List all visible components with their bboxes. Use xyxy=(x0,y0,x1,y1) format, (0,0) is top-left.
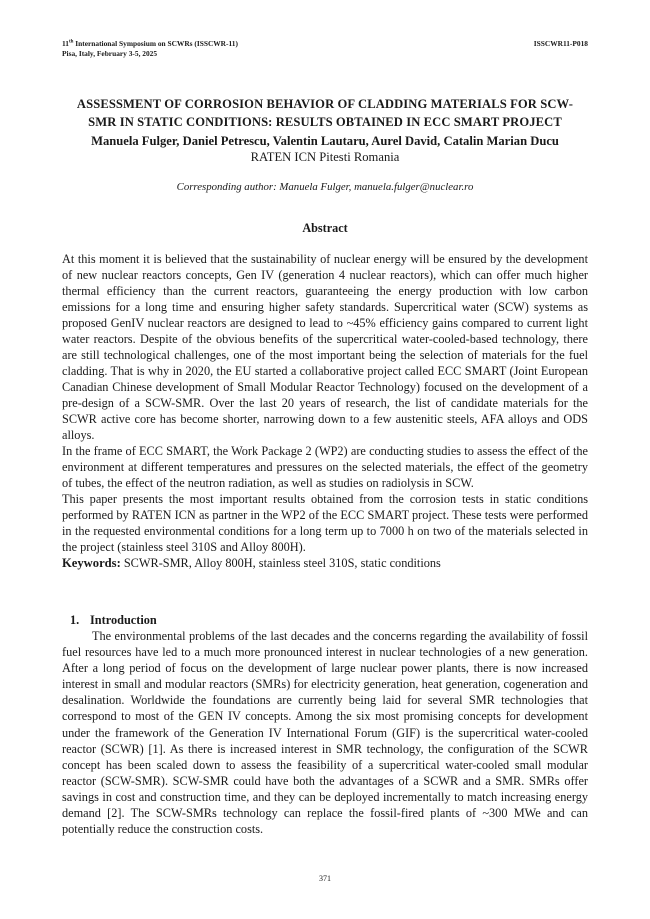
paper-title xyxy=(62,96,588,131)
introduction-body xyxy=(62,628,588,837)
keywords-text: SCWR-SMR, Alloy 800H, stainless steel 310S, static conditions xyxy=(120,556,441,570)
title-line-1: ASSESSMENT OF CORROSION BEHAVIOR OF CLADDING MATERIALS FOR SCW- xyxy=(76,97,574,111)
abstract-paragraph: At this moment it is believed that the sustainability of nuclear energy will be ensured by the development of new nuclear reactors concepts, Gen IV (generation 4 nuclear reactors), which can offer much higher thermal efficiency than the current reactors, guaranteeing the energy production with low carbon emissions for a long time and ensuring higher safety standards. Supercritical water (SCW) systems as proposed GenIV nuclear reactors are designed to lead to ~45% efficiency gains compared to current light water reactors. Despite of the obvious benefits of the supercritical water-cooled-based technology, there are still technological challenges, one of the most important being the selection of materials for the fuel cladding. That is why in 2020, the EU started a collaborative project called ECC SMART (Joint European Canadian Chinese development of Small Modular Reactor Technology) focused on the development of a pre-design of a SCW-SMR. Over the last 20 years of research, the list of candidate materials for the SCWR active core has become shorter, narrowing down to a few austenitic steels, AFA alloys and ODS alloys. xyxy=(62,252,588,442)
section-title: Introduction xyxy=(90,613,157,627)
page-number: 371 xyxy=(319,874,331,883)
abstract-body xyxy=(62,251,588,555)
paper-id: ISSCWR11-P018 xyxy=(533,39,588,48)
introduction-paragraph: The environmental problems of the last decades and the concerns regarding the availability of fossil fuel resources have led to a much more pronounced interest in nuclear technologies of a new generation. After a long period of focus on the development of large nuclear power plants, there is now increased interest in small and modular reactors (SMRs) for electricity generation, heat generation, cogeneration and desalination. Worldwide the foundations are currently being laid for several SMR technologies that correspond to most of the GEN IV concepts. Among the six most promising concepts for development under the framework of the Generation IV International Forum (GIF) is the supercritical water-cooled reactor (SCWR) [1]. As there is increased interest in SMR technology, the configuration of the SCWR concept has been scaled down to assess the feasibility of a supercritical water-cooled small modular reactor (SCW-SMR). SCW-SMR could have both the advantages of a SCWR and a SMR. SMRs offer savings in cost and construction time, and they can be deployed incrementally to match increasing energy demand [2]. The SCW-SMRs technology can replace the fossil-fired plants of ~300 MWe and can potentially reduce the construction costs. xyxy=(62,629,588,837)
affiliation: RATEN ICN Pitesti Romania xyxy=(250,150,400,164)
abstract-paragraph: This paper presents the most important results obtained from the corrosion tests in static conditions performed by RATEN ICN as partner in the WP2 of the ECC SMART project. These tests were performed in the requested environmental conditions for a long term up to 7000 h on two of the materials selected in the project (stainless steel 310S and Alloy 800H). xyxy=(62,492,588,554)
corresponding-author: Corresponding author: Manuela Fulger, manuela.fulger@nuclear.ro xyxy=(176,181,474,193)
author-list: Manuela Fulger, Daniel Petrescu, Valentin Lautaru, Aurel David, Catalin Marian Ducu xyxy=(91,134,559,148)
conference-info xyxy=(62,39,238,59)
keywords xyxy=(62,555,588,571)
paper-page xyxy=(62,0,588,919)
section-number: 1. xyxy=(70,613,80,627)
abstract-heading: Abstract xyxy=(302,221,348,235)
title-line-2: SMR IN STATIC CONDITIONS: RESULTS OBTAINED IN ECC SMART PROJECT xyxy=(88,114,562,129)
conference-line-2: Pisa, Italy, February 3-5, 2025 xyxy=(62,49,158,58)
section-heading-introduction xyxy=(70,612,157,628)
conference-line-1: 11th International Symposium on SCWRs (ISSCWR-11) xyxy=(62,39,238,48)
keywords-label: Keywords: xyxy=(62,556,121,570)
abstract-paragraph: In the frame of ECC SMART, the Work Package 2 (WP2) are conducting studies to assess the effect of the environment at different temperatures and pressures on the selected materials, the effect of the geometry of tubes, the effect of the neutron radiation, as well as studies on radiolysis in SCW. xyxy=(62,444,588,490)
